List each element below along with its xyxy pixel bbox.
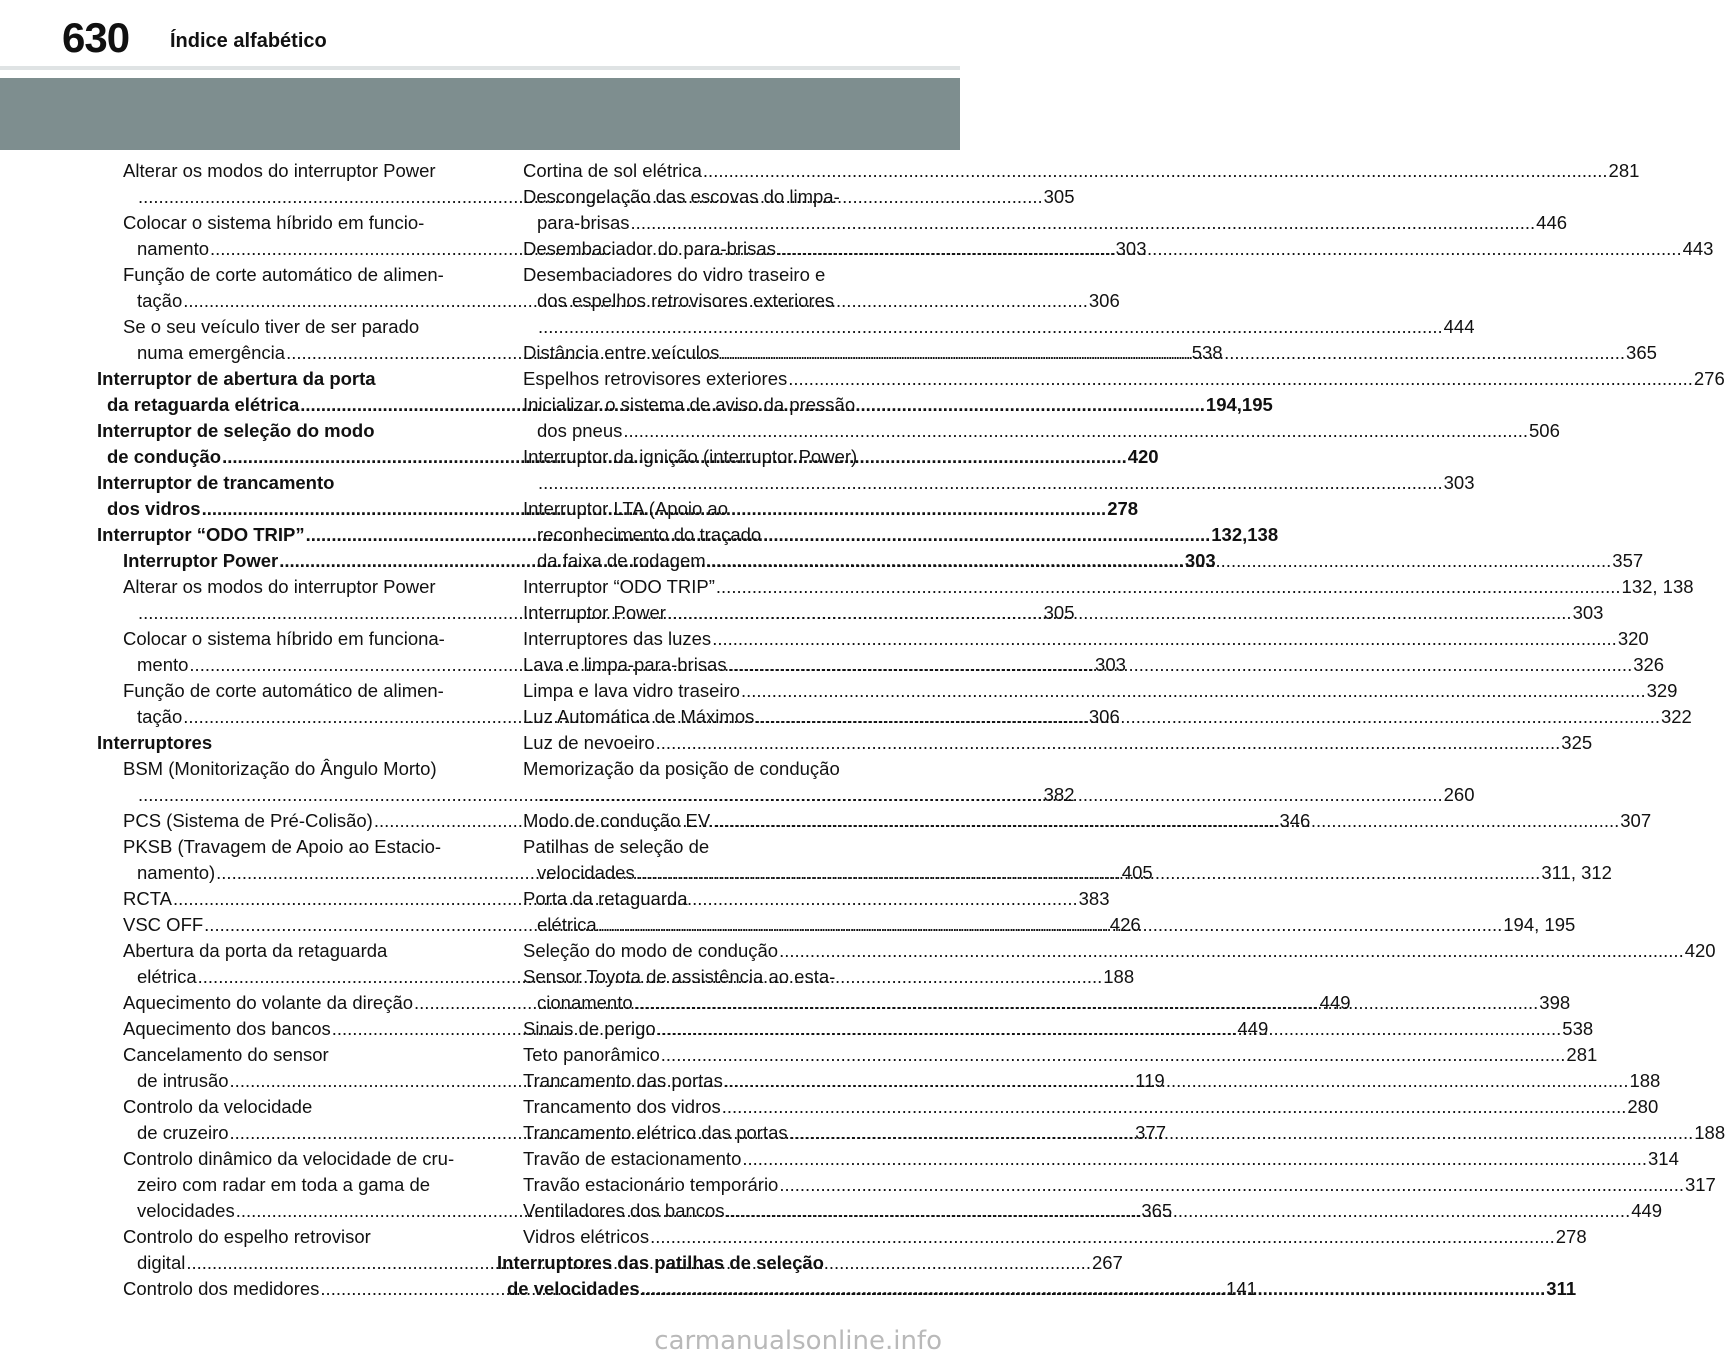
- entry-page-number: 303: [1115, 238, 1147, 259]
- entry-page-number: 303: [1572, 602, 1604, 623]
- entry-text: elétrica: [537, 914, 597, 935]
- dot-leader: [635, 860, 1542, 886]
- dot-leader: [721, 1094, 1628, 1120]
- entry-page-number: 426: [1109, 914, 1141, 935]
- dot-leader: [754, 704, 1661, 730]
- entry-text: Distância entre veículos: [523, 342, 720, 363]
- entry-text: namento: [137, 238, 209, 259]
- index-entry: [497, 886, 854, 912]
- entry-text: Controlo do espelho retrovisor: [123, 1226, 371, 1247]
- dot-leader: [666, 600, 1573, 626]
- page-number: 630: [62, 14, 130, 61]
- dot-leader: [719, 340, 1626, 366]
- index-entry: [497, 418, 1560, 444]
- entry-text: namento): [137, 862, 216, 883]
- entry-text: Colocar o sistema híbrido em funciona-: [123, 628, 445, 649]
- entry-text: Luz Automática de Máximos: [523, 706, 755, 727]
- entry-text: Interruptor Power: [523, 602, 666, 623]
- entry-text: zeiro com radar em toda a gama de: [137, 1174, 431, 1195]
- entry-page-number: 278: [1107, 498, 1139, 519]
- entry-text: Interruptor de abertura da porta: [97, 368, 376, 389]
- entry-text: da retaguarda elétrica: [107, 394, 300, 415]
- index-entry: [497, 496, 854, 522]
- entry-page-number: 188: [1629, 1070, 1661, 1091]
- entry-text: Interruptores: [97, 732, 213, 753]
- entry-page-number: 188: [1103, 966, 1135, 987]
- index-entry: [497, 678, 1678, 704]
- entry-page-number: 303: [1095, 654, 1126, 675]
- entry-page-number: 382: [1043, 784, 1075, 805]
- index-entry: [497, 522, 854, 548]
- entry-text: Teto panorâmico: [523, 1044, 660, 1065]
- index-entry: [497, 262, 854, 288]
- entry-text: Lava e limpa-para-brisas: [523, 654, 727, 675]
- entry-text: de cruzeiro: [137, 1122, 229, 1143]
- dot-leader: [711, 626, 1618, 652]
- entry-page-number: 317: [1684, 1174, 1716, 1195]
- dot-leader: [702, 158, 1609, 184]
- entry-text: Desembaciador do para-brisas: [523, 238, 776, 259]
- dot-leader: [630, 210, 1537, 236]
- entry-page-number: 420: [1127, 446, 1159, 467]
- index-entry: [497, 938, 1716, 964]
- entry-page-number: 306: [1088, 290, 1120, 311]
- entry-text: tação: [137, 290, 183, 311]
- entry-text: Sinais de perigo: [523, 1018, 656, 1039]
- index-entry: [97, 574, 454, 600]
- index-entry: [497, 314, 1475, 340]
- index-entry: [497, 574, 1694, 600]
- dot-leader: [649, 1224, 1556, 1250]
- entry-page-number: 420: [1684, 940, 1716, 961]
- index-entry: [97, 210, 454, 236]
- entry-text: Se o seu veículo tiver de ser parado: [123, 316, 420, 337]
- dot-leader: [778, 938, 1685, 964]
- entry-text: para-brisas: [537, 212, 630, 233]
- entry-page-number: 267: [1091, 1252, 1123, 1273]
- entry-text: Cancelamento do sensor: [123, 1044, 329, 1065]
- entry-text: Interruptor LTA (Apoio ao: [523, 498, 728, 519]
- entry-text: dos pneus: [537, 420, 623, 441]
- entry-text: PKSB (Travagem de Apoio ao Estacio-: [123, 836, 442, 857]
- index-entry: [97, 1094, 454, 1120]
- entry-page-number: 443: [1682, 238, 1714, 259]
- entry-page-number: 132, 138: [1621, 576, 1694, 597]
- entry-text: Colocar o sistema híbrido em funcio-: [123, 212, 425, 233]
- entry-text: Travão estacionário temporário: [523, 1174, 779, 1195]
- index-entry: [97, 314, 454, 340]
- dot-leader: [776, 236, 1683, 262]
- dot-leader: [656, 1016, 1563, 1042]
- index-entry: [497, 964, 854, 990]
- index-entry: [497, 756, 854, 782]
- entry-text: Interruptor de trancamento: [97, 472, 335, 493]
- index-entry: [497, 184, 854, 210]
- index-entry: [97, 262, 454, 288]
- index-entry: [97, 782, 1075, 808]
- entry-page-number: 449: [1631, 1200, 1663, 1221]
- entry-text: Controlo dos medidores: [123, 1278, 320, 1299]
- entry-page-number: 444: [1443, 316, 1475, 337]
- entry-text: digital: [137, 1252, 186, 1273]
- section-title: Índice alfabético: [170, 30, 327, 52]
- entry-text: VSC OFF: [123, 914, 204, 935]
- index-entry: [97, 1042, 454, 1068]
- entry-text: Luz de nevoeiro: [523, 732, 655, 753]
- entry-page-number: 278: [1555, 1226, 1587, 1247]
- entry-text: Inicializar o sistema de aviso da pressão: [523, 394, 856, 415]
- entry-text: Trancamento dos vidros: [523, 1096, 721, 1117]
- entry-page-number: 449: [1319, 992, 1351, 1013]
- entry-text: Memorização da posição de condução: [523, 758, 840, 779]
- entry-page-number: 311, 312: [1541, 862, 1612, 883]
- dot-leader: [537, 314, 1444, 340]
- entry-text: Controlo dinâmico da velocidade de cru-: [123, 1148, 455, 1169]
- index-entry: [497, 210, 1568, 236]
- index-entry: [97, 678, 454, 704]
- entry-page-number: 276: [1693, 368, 1725, 389]
- entry-text: tação: [137, 706, 183, 727]
- entry-text: Patilhas de seleção de: [523, 836, 710, 857]
- entry-text: PCS (Sistema de Pré-Colisão): [123, 810, 373, 831]
- entry-text: Interruptores das patilhas de seleção: [497, 1252, 824, 1273]
- entry-text: Interruptor da ignição (interruptor Power): [523, 446, 858, 467]
- entry-text: da faixa de rodagem: [537, 550, 706, 571]
- dot-leader: [597, 912, 1504, 938]
- index-entry: [497, 730, 1593, 756]
- entry-text: Função de corte automático de alimen-: [123, 680, 444, 701]
- index-entry: [97, 626, 454, 652]
- dot-leader: [740, 678, 1647, 704]
- dot-leader: [778, 1172, 1685, 1198]
- entry-text: Abertura da porta da retaguarda: [123, 940, 388, 961]
- entry-text: Aquecimento dos bancos: [123, 1018, 331, 1039]
- index-entry: [497, 1172, 1716, 1198]
- entry-page-number: 303: [1443, 472, 1475, 493]
- header-divider: [0, 66, 960, 70]
- entry-text: Porta da retaguarda: [523, 888, 688, 909]
- entry-page-number: 322: [1660, 706, 1692, 727]
- dot-leader: [622, 418, 1529, 444]
- entry-text: reconhecimento do traçado: [537, 524, 762, 545]
- entry-text: Interruptor “ODO TRIP”: [97, 524, 305, 545]
- entry-text: de intrusão: [137, 1070, 229, 1091]
- entry-page-number: 329: [1646, 680, 1678, 701]
- entry-text: velocidades: [537, 862, 635, 883]
- entry-text: Seleção do modo de condução: [523, 940, 779, 961]
- entry-text: Aquecimento do volante da direção: [123, 992, 414, 1013]
- index-entry: [497, 158, 1640, 184]
- entry-page-number: 280: [1627, 1096, 1659, 1117]
- entry-page-number: 305: [1043, 602, 1075, 623]
- entry-page-number: 303: [1184, 550, 1216, 571]
- index-entry: [497, 834, 854, 860]
- dot-leader: [537, 470, 1444, 496]
- entry-text: Trancamento das portas: [523, 1070, 723, 1091]
- entry-page-number: 383: [1078, 888, 1110, 909]
- dot-leader: [537, 782, 1444, 808]
- entry-page-number: 194,195: [1205, 394, 1273, 415]
- entry-page-number: 357: [1612, 550, 1644, 571]
- entry-page-number: 506: [1529, 420, 1560, 441]
- entry-page-number: 449: [1237, 1018, 1269, 1039]
- entry-text: Função de corte automático de alimen-: [123, 264, 444, 285]
- entry-text: Ventiladores dos bancos: [523, 1200, 725, 1221]
- entry-text: de condução: [107, 446, 222, 467]
- watermark: carmanualsonline.info: [654, 1326, 942, 1356]
- dot-leader: [706, 548, 1613, 574]
- entry-text: de velocidades: [507, 1278, 640, 1299]
- entry-page-number: 188: [1694, 1122, 1725, 1143]
- entry-page-number: 365: [1141, 1200, 1173, 1221]
- entry-text: Interruptor de seleção do modo: [97, 420, 375, 441]
- index-entry: [497, 288, 854, 314]
- entry-page-number: 538: [1562, 1018, 1594, 1039]
- dot-leader: [727, 652, 1634, 678]
- index-entry: [497, 1146, 1679, 1172]
- index-entry: [497, 626, 1649, 652]
- index-entry: [497, 1224, 1587, 1250]
- dot-leader: [714, 808, 1621, 834]
- entry-text: Vidros elétricos: [523, 1226, 650, 1247]
- header-band: [0, 78, 960, 150]
- entry-text: Alterar os modos do interruptor Power: [123, 576, 436, 597]
- index-entry: [497, 366, 1725, 392]
- entry-text: BSM (Monitorização do Ângulo Morto): [123, 758, 437, 779]
- index-entry: [497, 1094, 1659, 1120]
- entry-text: mento: [137, 654, 189, 675]
- entry-page-number: 346: [1279, 810, 1311, 831]
- dot-leader: [741, 1146, 1648, 1172]
- dot-leader: [655, 730, 1562, 756]
- entry-text: Alterar os modos do interruptor Power: [123, 160, 436, 181]
- entry-page-number: 326: [1633, 654, 1665, 675]
- entry-page-number: 398: [1539, 992, 1571, 1013]
- entry-page-number: 260: [1443, 784, 1475, 805]
- entry-page-number: 194, 195: [1503, 914, 1576, 935]
- index-entry: [97, 938, 454, 964]
- entry-page-number: 377: [1135, 1122, 1167, 1143]
- entry-text: dos vidros: [107, 498, 201, 519]
- entry-text: Controlo da velocidade: [123, 1096, 313, 1117]
- entry-page-number: 405: [1121, 862, 1153, 883]
- entry-page-number: 538: [1191, 342, 1223, 363]
- entry-page-number: 281: [1566, 1044, 1598, 1065]
- entry-text: velocidades: [137, 1200, 235, 1221]
- entry-text: Trancamento elétrico das portas: [523, 1122, 788, 1143]
- entry-page-number: 119: [1135, 1070, 1165, 1091]
- entry-text: Sensor Toyota de assistência ao esta-: [523, 966, 836, 987]
- entry-text: Modo de condução EV.: [523, 810, 714, 831]
- index-entry: [97, 1224, 454, 1250]
- index-entry: [497, 444, 858, 470]
- index-entry: [97, 470, 454, 496]
- entry-page-number: 365: [1626, 342, 1657, 363]
- entry-page-number: 325: [1561, 732, 1593, 753]
- entry-text: Interruptores das luzes: [523, 628, 712, 649]
- entry-text: Descongelação das escovas do limpa-: [523, 186, 840, 207]
- index-entry: [497, 1250, 854, 1276]
- index-entry: [497, 392, 854, 418]
- dot-leader: [725, 1198, 1632, 1224]
- entry-page-number: 311: [1546, 1278, 1577, 1299]
- dot-leader: [715, 574, 1622, 600]
- index-entry: [497, 470, 1475, 496]
- dot-leader: [788, 1120, 1695, 1146]
- entry-text: dos espelhos retrovisores exteriores: [537, 290, 835, 311]
- entry-page-number: 307: [1620, 810, 1652, 831]
- entry-page-number: 281: [1608, 160, 1640, 181]
- dot-leader: [640, 1276, 1547, 1302]
- entry-page-number: 306: [1088, 706, 1120, 727]
- entry-page-number: 132,138: [1211, 524, 1279, 545]
- index-entry: [497, 1042, 1598, 1068]
- entry-text: cionamento: [537, 992, 633, 1013]
- index-entry: [97, 158, 454, 184]
- index-entry: [97, 730, 454, 756]
- entry-text: numa emergência: [137, 342, 286, 363]
- entry-text: Travão de estacionamento: [523, 1148, 742, 1169]
- index-entry: [97, 366, 454, 392]
- entry-text: Interruptor “ODO TRIP”: [523, 576, 715, 597]
- dot-leader: [787, 366, 1694, 392]
- entry-text: Desembaciadores do vidro traseiro e: [523, 264, 826, 285]
- index-entry: [97, 418, 454, 444]
- entry-text: elétrica: [137, 966, 197, 987]
- index-entry: [97, 1172, 454, 1198]
- entry-text: RCTA: [123, 888, 172, 909]
- dot-leader: [723, 1068, 1630, 1094]
- index-entry: [97, 834, 454, 860]
- entry-page-number: 320: [1617, 628, 1649, 649]
- entry-text: Limpa e lava vidro traseiro: [523, 680, 740, 701]
- entry-page-number: 314: [1648, 1148, 1679, 1169]
- index-entry: [97, 756, 454, 782]
- entry-page-number: 446: [1536, 212, 1568, 233]
- entry-text: Interruptor Power: [123, 550, 279, 571]
- entry-page-number: 141: [1226, 1278, 1257, 1299]
- index-entry: [97, 1146, 454, 1172]
- dot-leader: [633, 990, 1540, 1016]
- entry-page-number: 305: [1043, 186, 1075, 207]
- entry-text: Cortina de sol elétrica: [523, 160, 702, 181]
- entry-text: Espelhos retrovisores exteriores: [523, 368, 788, 389]
- dot-leader: [660, 1042, 1567, 1068]
